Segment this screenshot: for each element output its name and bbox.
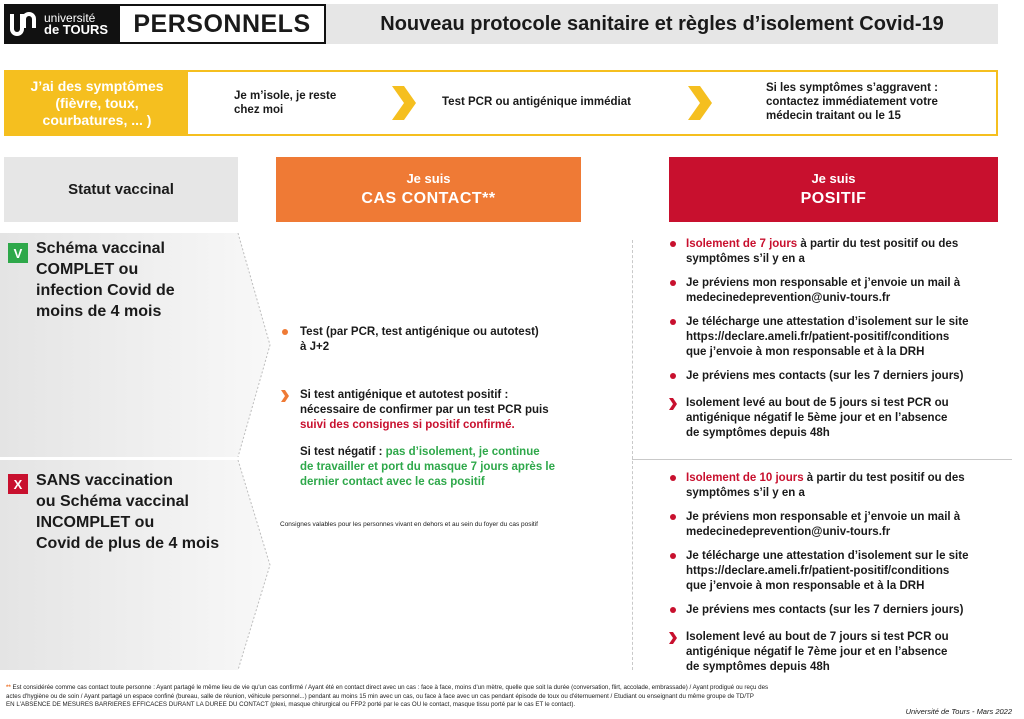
logo-mark-icon (10, 10, 38, 38)
list-item (668, 471, 1008, 501)
statut-header: Statut vaccinal (4, 157, 238, 222)
isolation-duration: Isolement de 7 jours (686, 238, 798, 250)
list-item-text: Isolement levé au bout de 7 jours si test PCR ou (686, 631, 949, 643)
list-item-text: symptômes s’il y en a (686, 253, 805, 265)
contact-test-item (276, 325, 596, 355)
bullet-icon (670, 319, 676, 325)
contact-positive-line: Si test antigénique et autotest positif : (300, 389, 509, 401)
logo-line-1: université (44, 11, 96, 25)
list-item (668, 630, 1008, 675)
bullet-icon (670, 280, 676, 286)
list-item (668, 237, 1008, 267)
list-item (668, 276, 1008, 306)
footnote (6, 684, 1016, 710)
status-complete-line: infection Covid de (36, 282, 175, 299)
divider (632, 459, 1012, 460)
list-item-text: Isolement levé au bout de 5 jours si test PCR ou (686, 397, 949, 409)
signature: Université de Tours - Mars 2022 (905, 707, 1012, 716)
status-incomplete-line: Covid de plus de 4 mois (36, 535, 220, 552)
list-item-text: que j’envoie à mon responsable et à la DRH (686, 346, 925, 358)
contact-test-line: Test (par PCR, test antigénique ou autotest) (300, 326, 539, 338)
list-item-text: de symptômes depuis 48h (686, 427, 830, 439)
contact-negative-line: dernier contact avec le cas positif (300, 476, 485, 488)
chevron-right-icon (388, 86, 418, 120)
footnote-line: Est considérée comme cas contact toute personne : Ayant partagé le même lieu de vie qu'un cas confirmé / Ayant été en contact direct avec un cas : face à face, moins d'un mètre, quelle que soit la durée (conversation, flirt, accolade, embrassade) / Ayant prodigué ou reçu des (10, 684, 769, 691)
cas-contact-header-small: Je suis (406, 171, 451, 186)
positif-complete-list (668, 237, 1008, 450)
list-item (668, 369, 1008, 384)
status-incomplete (0, 460, 272, 670)
list-item-text: Je préviens mon responsable et j’envoie un mail à (686, 277, 961, 289)
list-item-text: Je préviens mes contacts (sur les 7 derniers jours) (686, 370, 964, 382)
symptoms-banner (4, 70, 998, 136)
status-complete-line: Schéma vaccinal (36, 240, 165, 257)
positif-header-big: POSITIF (800, 190, 867, 207)
status-incomplete-text (36, 470, 219, 554)
list-item-text: de symptômes depuis 48h (686, 661, 830, 673)
contact-positive-line: nécessaire de confirmer par un test PCR puis (300, 404, 549, 416)
list-item (668, 396, 1008, 441)
contact-negative-item (276, 445, 596, 490)
positif-header (669, 157, 998, 222)
consignes-note: Consignes valables pour les personnes vivant en dehors et au sein du foyer du cas positif (280, 521, 538, 528)
status-complete-text (36, 238, 175, 322)
step-test: Test PCR ou antigénique immédiat (442, 96, 631, 108)
status-complete (0, 233, 272, 457)
status-complete-line: COMPLET ou (36, 261, 139, 278)
bullet-icon (670, 475, 676, 481)
bullet-icon (670, 241, 676, 247)
symptoms-label (6, 72, 188, 134)
status-incomplete-line: SANS vaccination (36, 472, 173, 489)
list-item-text: que j’envoie à mon responsable et à la DRH (686, 580, 925, 592)
status-incomplete-line: ou Schéma vaccinal (36, 493, 189, 510)
email-link[interactable]: medecinedeprevention@univ-tours.fr (686, 526, 891, 538)
university-logo (4, 4, 118, 44)
list-item (668, 315, 1008, 360)
list-item-text: Je préviens mes contacts (sur les 7 derniers jours) (686, 604, 964, 616)
symptoms-label-text: J’ai des symptômes (fièvre, toux, courbatures, ... ) (30, 77, 164, 128)
list-item-text: antigénique négatif le 5ème jour et en l’absence (686, 412, 948, 424)
check-badge-icon: V (8, 243, 28, 263)
bullet-icon (670, 373, 676, 379)
divider (632, 240, 633, 670)
footnote-stars: ** (6, 684, 11, 691)
status-incomplete-line: INCOMPLET ou (36, 514, 155, 531)
status-complete-line: moins de 4 mois (36, 303, 162, 320)
contact-test-line: à J+2 (300, 341, 330, 353)
contact-positive-line: suivi des consignes si positif confirmé. (300, 419, 515, 431)
cas-contact-header-big: CAS CONTACT** (361, 190, 496, 207)
contact-positive-item (276, 388, 596, 433)
list-item-text: antigénique négatif le 7ème jour et en l’absence (686, 646, 948, 658)
list-item-text: symptômes s’il y en a (686, 487, 805, 499)
contact-negative-line: de travailler et port du masque 7 jours après le (300, 461, 556, 473)
list-item-text: à partir du test positif ou des (797, 238, 959, 250)
bullet-icon (670, 553, 676, 559)
list-item-text: Je préviens mon responsable et j’envoie un mail à (686, 511, 961, 523)
logo-line-2: de TOURS (44, 22, 109, 37)
bullet-icon (670, 607, 676, 613)
cas-contact-header (276, 157, 581, 222)
chevron-right-icon (668, 398, 678, 410)
ameli-link[interactable]: https://declare.ameli.fr/patient-positif/conditions (686, 565, 950, 577)
email-link[interactable]: medecinedeprevention@univ-tours.fr (686, 292, 891, 304)
bullet-icon (282, 329, 288, 335)
list-item (668, 603, 1008, 618)
list-item (668, 549, 1008, 594)
contact-negative-prefix: Si test négatif : (300, 446, 386, 458)
ameli-link[interactable]: https://declare.ameli.fr/patient-positif/conditions (686, 331, 950, 343)
bullet-icon (670, 514, 676, 520)
list-item-text: Je télécharge une attestation d’isolement sur le site (686, 316, 969, 328)
page-title: Nouveau protocole sanitaire et règles d’isolement Covid-19 (326, 4, 998, 44)
list-item-text: Je télécharge une attestation d’isolement sur le site (686, 550, 969, 562)
step-aggravation: Si les symptômes s’aggravent : contactez immédiatement votre médecin traitant ou le 15 (766, 82, 938, 122)
cross-badge-icon: X (8, 474, 28, 494)
chevron-right-icon (280, 390, 290, 402)
contact-negative-line: pas d’isolement, je continue (385, 446, 540, 458)
chevron-right-icon (668, 632, 678, 644)
isolation-duration: Isolement de 10 jours (686, 472, 804, 484)
positif-incomplete-list (668, 471, 1008, 684)
positif-header-small: Je suis (811, 171, 856, 186)
list-item-text: à partir du test positif ou des (803, 472, 965, 484)
footnote-line: EN L'ABSENCE DE MESURES BARRIERES EFFICACES DURANT LA DUREE DU CONTACT (plexi, masque chirurgical ou FFP2 porté par le cas OU le contact, masque tissu porté par le cas ET le contact). (6, 701, 576, 708)
section-label: PERSONNELS (118, 4, 326, 44)
footnote-line: actes d'hygiène ou de soin / Ayant partagé un espace confiné (bureau, salle de réunion, véhicule personnel...) pendant au moins 15 min avec un cas, ou face à face avec un cas pendant épisode de toux ou d'éternuement / Etudiant ou enseignant du même groupe de TD/TP (6, 692, 754, 700)
list-item (668, 510, 1008, 540)
chevron-right-icon (684, 86, 714, 120)
step-isolate: Je m’isole, je reste chez moi (234, 90, 337, 116)
